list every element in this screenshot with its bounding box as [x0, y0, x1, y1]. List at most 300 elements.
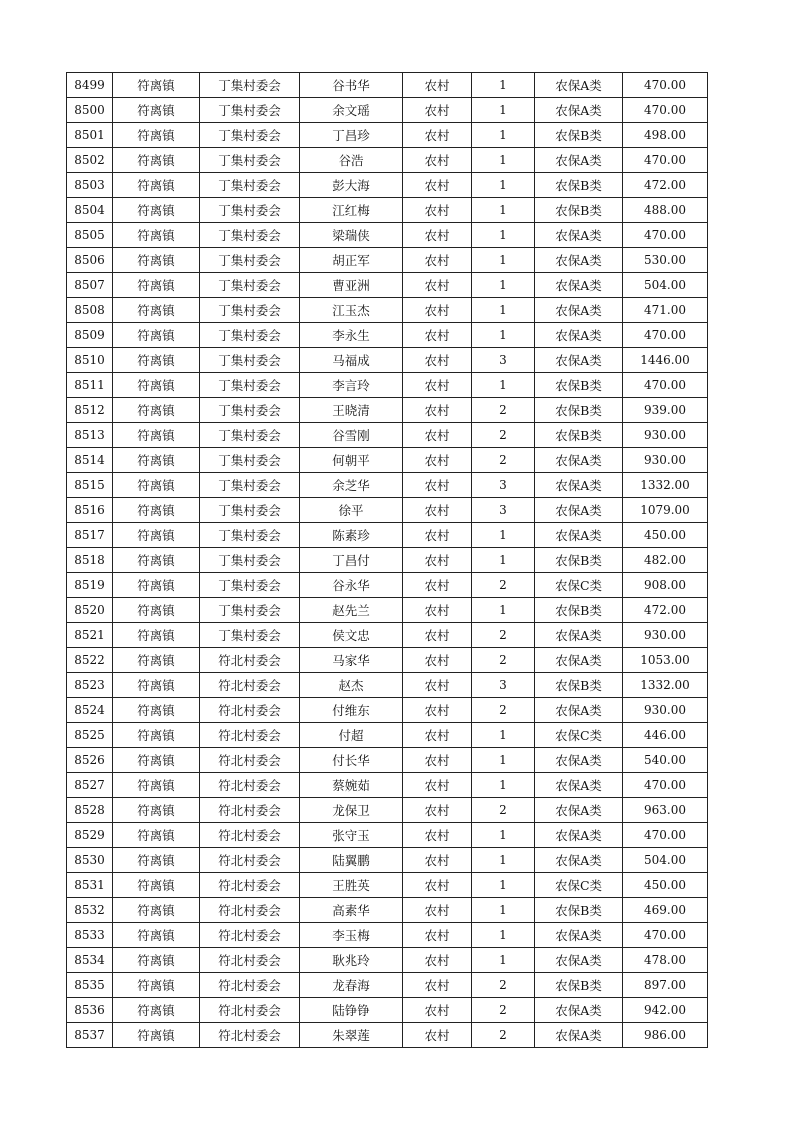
village-committee-cell: 符北村委会 [200, 723, 300, 748]
name-cell: 何朝平 [300, 448, 403, 473]
name-cell: 谷浩 [300, 148, 403, 173]
category-cell: 农保A类 [535, 523, 623, 548]
village-committee-cell: 丁集村委会 [200, 98, 300, 123]
town-cell: 符离镇 [113, 248, 200, 273]
household-type-cell: 农村 [403, 348, 472, 373]
member-count-cell: 1 [472, 873, 535, 898]
member-count-cell: 2 [472, 1023, 535, 1048]
town-cell: 符离镇 [113, 723, 200, 748]
member-count-cell: 1 [472, 73, 535, 98]
town-cell: 符离镇 [113, 648, 200, 673]
table-body [67, 73, 708, 1048]
table-row [67, 598, 708, 623]
town-cell: 符离镇 [113, 698, 200, 723]
category-cell: 农保B类 [535, 123, 623, 148]
category-cell: 农保A类 [535, 323, 623, 348]
table-row [67, 873, 708, 898]
table-row [67, 648, 708, 673]
household-type-cell: 农村 [403, 998, 472, 1023]
town-cell: 符离镇 [113, 848, 200, 873]
category-cell: 农保A类 [535, 273, 623, 298]
town-cell: 符离镇 [113, 998, 200, 1023]
village-committee-cell: 丁集村委会 [200, 223, 300, 248]
town-cell: 符离镇 [113, 373, 200, 398]
village-committee-cell: 丁集村委会 [200, 573, 300, 598]
amount-cell: 471.00 [623, 298, 708, 323]
member-count-cell: 1 [472, 298, 535, 323]
town-cell: 符离镇 [113, 298, 200, 323]
table-row [67, 698, 708, 723]
household-type-cell: 农村 [403, 698, 472, 723]
town-cell: 符离镇 [113, 573, 200, 598]
name-cell: 张守玉 [300, 823, 403, 848]
category-cell: 农保A类 [535, 148, 623, 173]
serial-number-cell: 8524 [67, 698, 113, 723]
town-cell: 符离镇 [113, 498, 200, 523]
amount-cell: 470.00 [623, 823, 708, 848]
table-row [67, 198, 708, 223]
name-cell: 徐平 [300, 498, 403, 523]
household-type-cell: 农村 [403, 248, 472, 273]
amount-cell: 470.00 [623, 373, 708, 398]
town-cell: 符离镇 [113, 748, 200, 773]
town-cell: 符离镇 [113, 273, 200, 298]
household-type-cell: 农村 [403, 823, 472, 848]
category-cell: 农保A类 [535, 223, 623, 248]
household-type-cell: 农村 [403, 373, 472, 398]
member-count-cell: 1 [472, 548, 535, 573]
name-cell: 胡正军 [300, 248, 403, 273]
serial-number-cell: 8529 [67, 823, 113, 848]
name-cell: 侯文忠 [300, 623, 403, 648]
name-cell: 付长华 [300, 748, 403, 773]
amount-cell: 963.00 [623, 798, 708, 823]
category-cell: 农保A类 [535, 848, 623, 873]
serial-number-cell: 8530 [67, 848, 113, 873]
village-committee-cell: 丁集村委会 [200, 448, 300, 473]
village-committee-cell: 丁集村委会 [200, 623, 300, 648]
village-committee-cell: 符北村委会 [200, 748, 300, 773]
town-cell: 符离镇 [113, 548, 200, 573]
village-committee-cell: 符北村委会 [200, 898, 300, 923]
town-cell: 符离镇 [113, 823, 200, 848]
serial-number-cell: 8499 [67, 73, 113, 98]
name-cell: 彭大海 [300, 173, 403, 198]
table-row [67, 748, 708, 773]
table-row [67, 848, 708, 873]
name-cell: 付超 [300, 723, 403, 748]
household-type-cell: 农村 [403, 548, 472, 573]
amount-cell: 930.00 [623, 623, 708, 648]
amount-cell: 470.00 [623, 98, 708, 123]
serial-number-cell: 8516 [67, 498, 113, 523]
serial-number-cell: 8527 [67, 773, 113, 798]
member-count-cell: 2 [472, 648, 535, 673]
table-row [67, 948, 708, 973]
amount-cell: 450.00 [623, 523, 708, 548]
household-type-cell: 农村 [403, 648, 472, 673]
table-row [67, 623, 708, 648]
table-row [67, 248, 708, 273]
town-cell: 符离镇 [113, 73, 200, 98]
serial-number-cell: 8512 [67, 398, 113, 423]
member-count-cell: 1 [472, 323, 535, 348]
category-cell: 农保B类 [535, 398, 623, 423]
household-type-cell: 农村 [403, 323, 472, 348]
village-committee-cell: 符北村委会 [200, 1023, 300, 1048]
town-cell: 符离镇 [113, 948, 200, 973]
amount-cell: 897.00 [623, 973, 708, 998]
household-type-cell: 农村 [403, 398, 472, 423]
household-type-cell: 农村 [403, 973, 472, 998]
household-type-cell: 农村 [403, 573, 472, 598]
category-cell: 农保A类 [535, 748, 623, 773]
table-row [67, 973, 708, 998]
member-count-cell: 2 [472, 398, 535, 423]
member-count-cell: 1 [472, 898, 535, 923]
name-cell: 陈素珍 [300, 523, 403, 548]
serial-number-cell: 8536 [67, 998, 113, 1023]
table-row [67, 348, 708, 373]
table-row [67, 448, 708, 473]
member-count-cell: 2 [472, 698, 535, 723]
category-cell: 农保B类 [535, 898, 623, 923]
amount-cell: 470.00 [623, 323, 708, 348]
name-cell: 赵先兰 [300, 598, 403, 623]
member-count-cell: 3 [472, 348, 535, 373]
table-row [67, 923, 708, 948]
town-cell: 符离镇 [113, 973, 200, 998]
table-row [67, 423, 708, 448]
category-cell: 农保A类 [535, 998, 623, 1023]
category-cell: 农保A类 [535, 448, 623, 473]
category-cell: 农保A类 [535, 98, 623, 123]
village-committee-cell: 丁集村委会 [200, 373, 300, 398]
household-type-cell: 农村 [403, 423, 472, 448]
amount-cell: 930.00 [623, 423, 708, 448]
serial-number-cell: 8502 [67, 148, 113, 173]
town-cell: 符离镇 [113, 423, 200, 448]
name-cell: 赵杰 [300, 673, 403, 698]
category-cell: 农保C类 [535, 723, 623, 748]
member-count-cell: 3 [472, 473, 535, 498]
table-row [67, 223, 708, 248]
amount-cell: 498.00 [623, 123, 708, 148]
amount-cell: 469.00 [623, 898, 708, 923]
serial-number-cell: 8535 [67, 973, 113, 998]
name-cell: 谷雪刚 [300, 423, 403, 448]
member-count-cell: 1 [472, 223, 535, 248]
serial-number-cell: 8521 [67, 623, 113, 648]
village-committee-cell: 丁集村委会 [200, 173, 300, 198]
name-cell: 朱翠莲 [300, 1023, 403, 1048]
serial-number-cell: 8509 [67, 323, 113, 348]
category-cell: 农保A类 [535, 498, 623, 523]
town-cell: 符离镇 [113, 873, 200, 898]
name-cell: 陆翼鹏 [300, 848, 403, 873]
category-cell: 农保A类 [535, 298, 623, 323]
village-committee-cell: 丁集村委会 [200, 273, 300, 298]
category-cell: 农保C类 [535, 873, 623, 898]
serial-number-cell: 8515 [67, 473, 113, 498]
member-count-cell: 1 [472, 948, 535, 973]
amount-cell: 530.00 [623, 248, 708, 273]
town-cell: 符离镇 [113, 1023, 200, 1048]
serial-number-cell: 8505 [67, 223, 113, 248]
village-committee-cell: 丁集村委会 [200, 498, 300, 523]
amount-cell: 1332.00 [623, 673, 708, 698]
household-type-cell: 农村 [403, 848, 472, 873]
name-cell: 李永生 [300, 323, 403, 348]
household-type-cell: 农村 [403, 223, 472, 248]
member-count-cell: 2 [472, 623, 535, 648]
household-type-cell: 农村 [403, 173, 472, 198]
table-row [67, 473, 708, 498]
category-cell: 农保A类 [535, 923, 623, 948]
table-row [67, 148, 708, 173]
member-count-cell: 2 [472, 448, 535, 473]
table-row [67, 798, 708, 823]
household-type-cell: 农村 [403, 198, 472, 223]
household-type-cell: 农村 [403, 473, 472, 498]
category-cell: 农保B类 [535, 423, 623, 448]
household-type-cell: 农村 [403, 673, 472, 698]
name-cell: 龙春海 [300, 973, 403, 998]
name-cell: 王晓清 [300, 398, 403, 423]
village-committee-cell: 丁集村委会 [200, 323, 300, 348]
village-committee-cell: 符北村委会 [200, 673, 300, 698]
town-cell: 符离镇 [113, 198, 200, 223]
member-count-cell: 2 [472, 998, 535, 1023]
serial-number-cell: 8534 [67, 948, 113, 973]
household-type-cell: 农村 [403, 1023, 472, 1048]
town-cell: 符离镇 [113, 898, 200, 923]
table-row [67, 373, 708, 398]
member-count-cell: 1 [472, 273, 535, 298]
amount-cell: 1332.00 [623, 473, 708, 498]
member-count-cell: 2 [472, 423, 535, 448]
village-committee-cell: 符北村委会 [200, 848, 300, 873]
table-row [67, 823, 708, 848]
table-row [67, 173, 708, 198]
town-cell: 符离镇 [113, 398, 200, 423]
town-cell: 符离镇 [113, 98, 200, 123]
name-cell: 余芝华 [300, 473, 403, 498]
amount-cell: 488.00 [623, 198, 708, 223]
table-row [67, 573, 708, 598]
household-type-cell: 农村 [403, 923, 472, 948]
member-count-cell: 2 [472, 798, 535, 823]
village-committee-cell: 符北村委会 [200, 923, 300, 948]
category-cell: 农保C类 [535, 573, 623, 598]
serial-number-cell: 8533 [67, 923, 113, 948]
name-cell: 李玉梅 [300, 923, 403, 948]
member-count-cell: 1 [472, 248, 535, 273]
serial-number-cell: 8500 [67, 98, 113, 123]
table-row [67, 898, 708, 923]
member-count-cell: 1 [472, 823, 535, 848]
amount-cell: 1053.00 [623, 648, 708, 673]
amount-cell: 446.00 [623, 723, 708, 748]
member-count-cell: 1 [472, 148, 535, 173]
name-cell: 王胜英 [300, 873, 403, 898]
household-type-cell: 农村 [403, 598, 472, 623]
name-cell: 龙保卫 [300, 798, 403, 823]
category-cell: 农保A类 [535, 1023, 623, 1048]
household-type-cell: 农村 [403, 948, 472, 973]
household-type-cell: 农村 [403, 73, 472, 98]
town-cell: 符离镇 [113, 923, 200, 948]
table-row [67, 498, 708, 523]
category-cell: 农保A类 [535, 798, 623, 823]
village-committee-cell: 丁集村委会 [200, 423, 300, 448]
serial-number-cell: 8507 [67, 273, 113, 298]
serial-number-cell: 8511 [67, 373, 113, 398]
name-cell: 丁昌付 [300, 548, 403, 573]
name-cell: 耿兆玲 [300, 948, 403, 973]
serial-number-cell: 8503 [67, 173, 113, 198]
household-type-cell: 农村 [403, 498, 472, 523]
serial-number-cell: 8501 [67, 123, 113, 148]
category-cell: 农保A类 [535, 73, 623, 98]
serial-number-cell: 8513 [67, 423, 113, 448]
member-count-cell: 3 [472, 673, 535, 698]
town-cell: 符离镇 [113, 348, 200, 373]
category-cell: 农保A类 [535, 348, 623, 373]
amount-cell: 930.00 [623, 448, 708, 473]
village-committee-cell: 符北村委会 [200, 648, 300, 673]
serial-number-cell: 8526 [67, 748, 113, 773]
serial-number-cell: 8525 [67, 723, 113, 748]
town-cell: 符离镇 [113, 523, 200, 548]
member-count-cell: 1 [472, 598, 535, 623]
category-cell: 农保A类 [535, 773, 623, 798]
member-count-cell: 2 [472, 973, 535, 998]
name-cell: 陆铮铮 [300, 998, 403, 1023]
name-cell: 付维东 [300, 698, 403, 723]
village-committee-cell: 丁集村委会 [200, 198, 300, 223]
name-cell: 蔡婉茹 [300, 773, 403, 798]
table-row [67, 548, 708, 573]
household-type-cell: 农村 [403, 523, 472, 548]
town-cell: 符离镇 [113, 173, 200, 198]
member-count-cell: 1 [472, 923, 535, 948]
village-committee-cell: 符北村委会 [200, 948, 300, 973]
town-cell: 符离镇 [113, 223, 200, 248]
table-row [67, 323, 708, 348]
household-type-cell: 农村 [403, 898, 472, 923]
household-type-cell: 农村 [403, 448, 472, 473]
town-cell: 符离镇 [113, 123, 200, 148]
village-committee-cell: 符北村委会 [200, 873, 300, 898]
town-cell: 符离镇 [113, 473, 200, 498]
household-type-cell: 农村 [403, 123, 472, 148]
serial-number-cell: 8518 [67, 548, 113, 573]
member-count-cell: 1 [472, 848, 535, 873]
serial-number-cell: 8519 [67, 573, 113, 598]
name-cell: 曹亚洲 [300, 273, 403, 298]
subsidy-table [66, 72, 708, 1048]
name-cell: 李言玲 [300, 373, 403, 398]
serial-number-cell: 8523 [67, 673, 113, 698]
category-cell: 农保B类 [535, 548, 623, 573]
serial-number-cell: 8528 [67, 798, 113, 823]
name-cell: 江红梅 [300, 198, 403, 223]
member-count-cell: 3 [472, 498, 535, 523]
town-cell: 符离镇 [113, 673, 200, 698]
category-cell: 农保A类 [535, 823, 623, 848]
village-committee-cell: 丁集村委会 [200, 148, 300, 173]
member-count-cell: 1 [472, 773, 535, 798]
village-committee-cell: 丁集村委会 [200, 473, 300, 498]
serial-number-cell: 8520 [67, 598, 113, 623]
village-committee-cell: 丁集村委会 [200, 348, 300, 373]
village-committee-cell: 丁集村委会 [200, 598, 300, 623]
category-cell: 农保A类 [535, 248, 623, 273]
name-cell: 江玉杰 [300, 298, 403, 323]
amount-cell: 472.00 [623, 173, 708, 198]
amount-cell: 1079.00 [623, 498, 708, 523]
amount-cell: 478.00 [623, 948, 708, 973]
amount-cell: 470.00 [623, 73, 708, 98]
category-cell: 农保B类 [535, 673, 623, 698]
village-committee-cell: 丁集村委会 [200, 523, 300, 548]
name-cell: 丁昌珍 [300, 123, 403, 148]
amount-cell: 1446.00 [623, 348, 708, 373]
category-cell: 农保B类 [535, 198, 623, 223]
serial-number-cell: 8508 [67, 298, 113, 323]
name-cell: 谷书华 [300, 73, 403, 98]
category-cell: 农保A类 [535, 623, 623, 648]
village-committee-cell: 丁集村委会 [200, 248, 300, 273]
member-count-cell: 1 [472, 98, 535, 123]
village-committee-cell: 丁集村委会 [200, 298, 300, 323]
member-count-cell: 1 [472, 123, 535, 148]
household-type-cell: 农村 [403, 98, 472, 123]
serial-number-cell: 8510 [67, 348, 113, 373]
name-cell: 马福成 [300, 348, 403, 373]
member-count-cell: 1 [472, 748, 535, 773]
village-committee-cell: 符北村委会 [200, 823, 300, 848]
village-committee-cell: 丁集村委会 [200, 73, 300, 98]
table-row [67, 298, 708, 323]
household-type-cell: 农村 [403, 298, 472, 323]
amount-cell: 470.00 [623, 923, 708, 948]
household-type-cell: 农村 [403, 148, 472, 173]
table-row [67, 123, 708, 148]
category-cell: 农保B类 [535, 973, 623, 998]
amount-cell: 450.00 [623, 873, 708, 898]
village-committee-cell: 符北村委会 [200, 998, 300, 1023]
village-committee-cell: 符北村委会 [200, 973, 300, 998]
amount-cell: 540.00 [623, 748, 708, 773]
category-cell: 农保A类 [535, 473, 623, 498]
village-committee-cell: 符北村委会 [200, 798, 300, 823]
amount-cell: 504.00 [623, 273, 708, 298]
table-row [67, 398, 708, 423]
name-cell: 谷永华 [300, 573, 403, 598]
category-cell: 农保B类 [535, 373, 623, 398]
table-row [67, 773, 708, 798]
amount-cell: 472.00 [623, 598, 708, 623]
category-cell: 农保A类 [535, 948, 623, 973]
category-cell: 农保B类 [535, 173, 623, 198]
amount-cell: 942.00 [623, 998, 708, 1023]
table-row [67, 523, 708, 548]
table-row [67, 1023, 708, 1048]
table-row [67, 98, 708, 123]
household-type-cell: 农村 [403, 773, 472, 798]
